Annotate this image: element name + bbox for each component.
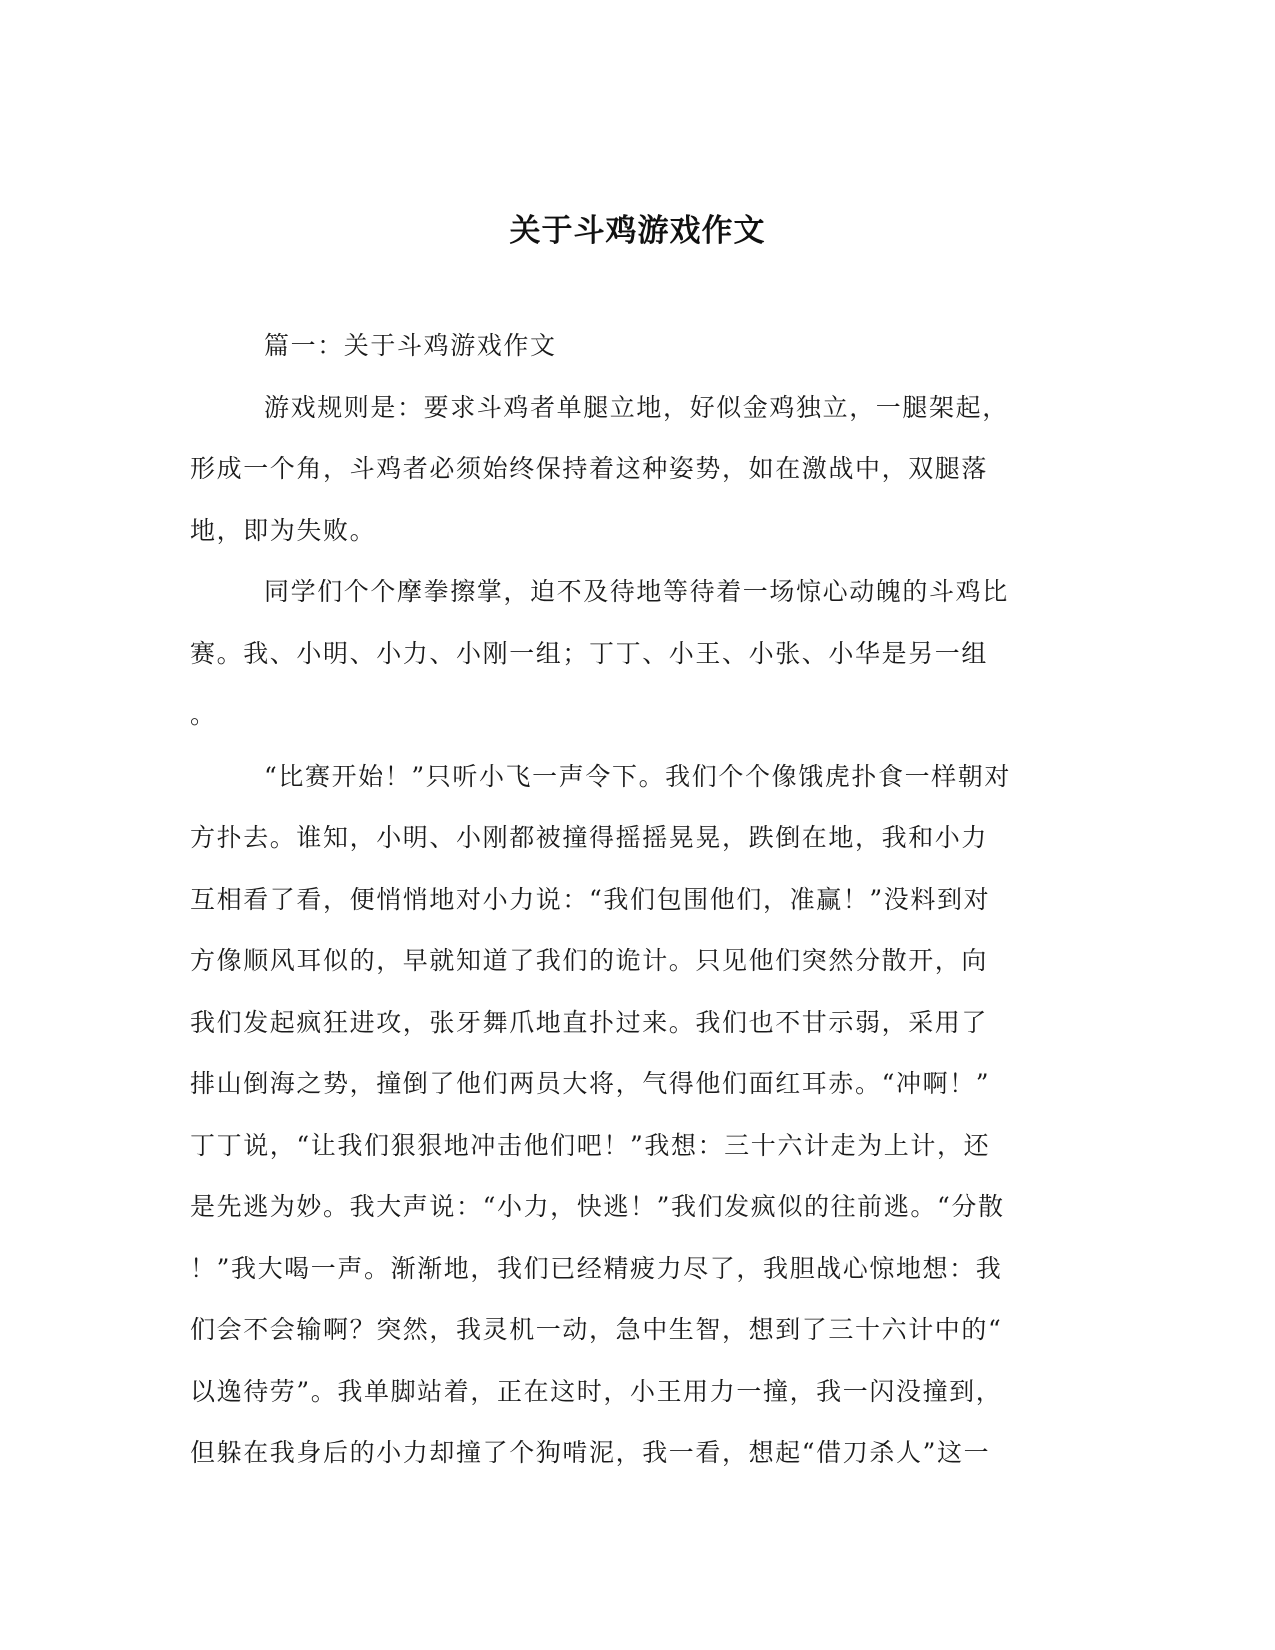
paragraph-line: 地，即为失败。 xyxy=(190,515,377,545)
paragraph-line: 方像顺风耳似的，早就知道了我们的诡计。只见他们突然分散开，向 xyxy=(190,946,989,975)
paragraph-line: 方扑去。谁知，小明、小刚都被撞得摇摇晃晃，跌倒在地，我和小力 xyxy=(190,823,989,852)
paragraph-line: 游戏规则是：要求斗鸡者单腿立地，好似金鸡独立，一腿架起， xyxy=(264,392,1009,422)
paragraph-line: 赛。我、小明、小力、小刚一组；丁丁、小王、小张、小华是另一组 xyxy=(190,638,989,668)
paragraph-line: 但躲在我身后的小力却撞了个狗啃泥，我一看，想起“借刀杀人”这一 xyxy=(190,1438,991,1467)
paragraph-line: 。 xyxy=(190,700,217,729)
paragraph-line: 我们发起疯狂进攻，张牙舞爪地直扑过来。我们也不甘示弱，采用了 xyxy=(190,1007,989,1037)
section-heading: 篇一：关于斗鸡游戏作文 xyxy=(264,331,557,360)
document-body xyxy=(190,326,1080,1495)
paragraph-line: 互相看了看，便悄悄地对小力说：“我们包围他们，准赢！”没料到对 xyxy=(190,884,991,914)
paragraph-line: 排山倒海之势，撞倒了他们两员大将，气得他们面红耳赤。“冲啊！” xyxy=(190,1069,991,1098)
paragraph-line: 是先逃为妙。我大声说：“小力，快逃！”我们发疯似的往前逃。“分散 xyxy=(190,1192,1005,1221)
paragraph-line: 形成一个角，斗鸡者必须始终保持着这种姿势，如在激战中，双腿落 xyxy=(190,454,989,483)
paragraph-line: 以逸待劳”。我单脚站着，正在这时，小王用力一撞，我一闪没撞到， xyxy=(190,1376,1003,1406)
paragraph-line: 丁丁说，“让我们狠狠地冲击他们吧！”我想：三十六计走为上计，还 xyxy=(190,1130,991,1160)
paragraph-line: ！”我大喝一声。渐渐地，我们已经精疲力尽了，我胆战心惊地想：我 xyxy=(190,1253,1003,1283)
document-title: 关于斗鸡游戏作文 xyxy=(509,213,766,249)
paragraph-line: “比赛开始！”只听小飞一声令下。我们个个像饿虎扑食一样朝对 xyxy=(264,761,1011,791)
paragraph-line: 同学们个个摩拳擦掌，迫不及待地等待着一场惊心动魄的斗鸡比 xyxy=(264,577,1009,606)
paragraph-line: 们会不会输啊？突然，我灵机一动，急中生智，想到了三十六计中的“ xyxy=(190,1315,1003,1344)
